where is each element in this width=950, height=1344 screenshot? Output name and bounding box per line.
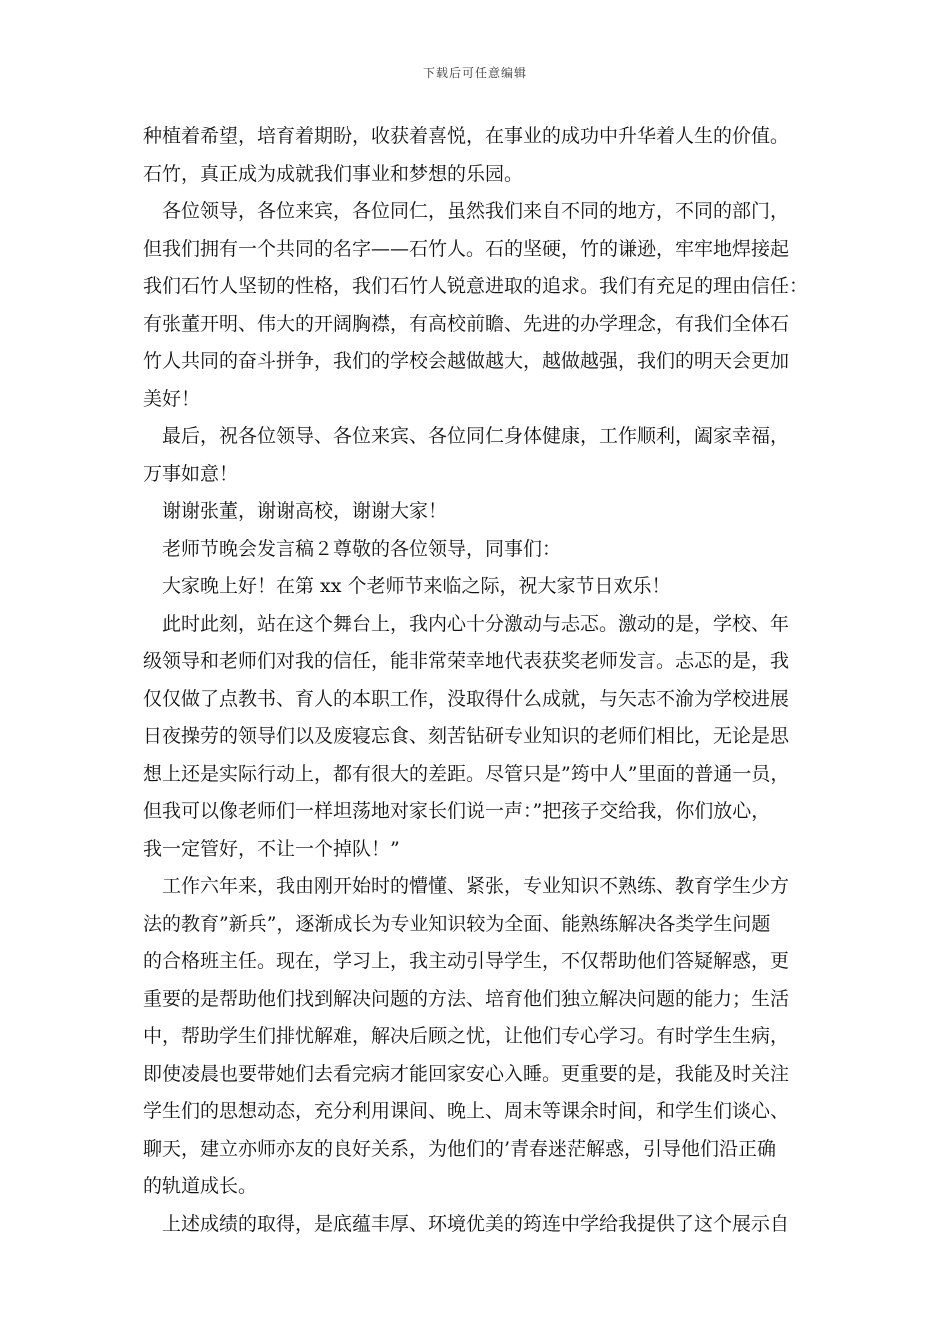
text-line: 级领导和老师们对我的信任，能非常荣幸地代表获奖老师发言。忐忑的是，我 xyxy=(143,650,790,672)
page-header: 下载后可任意编辑 xyxy=(422,66,527,80)
text-line: 我们石竹人坚韧的性格，我们石竹人锐意进取的追求。我们有充足的理由信任： xyxy=(143,275,809,297)
text-line: 学生们的思想动态，充分利用课间、晚上、周末等课余时间，和学生们谈心、 xyxy=(143,1100,790,1122)
text-line: 的轨道成长。 xyxy=(143,1175,258,1197)
text-line: 最后，祝各位领导、各位来宾、各位同仁身体健康，工作顺利，阖家幸福， xyxy=(162,425,790,447)
text-line: 石竹，真正成为成就我们事业和梦想的乐园。 xyxy=(143,162,524,185)
text-line: 重要的是帮助他们找到解决问题的方法、培育他们独立解决问题的能力；生活 xyxy=(143,987,790,1010)
text-line: 大家晚上好！在第 xx 个老师节来临之际，祝大家节日欢乐！ xyxy=(162,575,671,597)
text-line: 美好！ xyxy=(143,387,201,410)
text-line: 想上还是实际行动上，都有很大的差距。尽管只是”筠中人”里面的普通一员， xyxy=(143,762,790,785)
text-line: 的合格班主任。现在，学习上，我主动引导学生，不仅帮助他们答疑解惑，更 xyxy=(143,950,790,972)
text-line: 但我们拥有一个共同的名字——石竹人。石的坚硬，竹的谦逊，牢牢地焊接起 xyxy=(143,237,790,260)
text-line: 上述成绩的取得，是底蕴丰厚、环境优美的筠连中学给我提供了这个展示自 xyxy=(162,1212,790,1235)
text-line: 有张董开明、伟大的开阔胸襟，有高校前瞻、先进的办学理念，有我们全体石 xyxy=(143,312,790,335)
text-line: 谢谢张董，谢谢高校，谢谢大家！ xyxy=(162,500,448,522)
text-line: 法的教育”新兵”，逐渐成长为专业知识较为全面、能熟练解决各类学生问题 xyxy=(143,912,771,935)
text-line: 日夜操劳的领导们以及废寝忘食、刻苦钻研专业知识的老师们相比，无论是思 xyxy=(143,725,790,747)
text-line: 我一定管好，不让一个掉队！” xyxy=(143,837,400,860)
document-body xyxy=(143,118,811,1243)
text-line: 仅仅做了点教书、育人的本职工作，没取得什么成就，与矢志不渝为学校进展 xyxy=(143,687,790,710)
text-line: 中，帮助学生们排忧解难，解决后顾之忧，让他们专心学习。有时学生生病， xyxy=(143,1025,790,1047)
text-line: 聊天，建立亦师亦友的良好关系，为他们的’青春迷茫解惑，引导他们沿正确 xyxy=(143,1137,777,1160)
text-line: 工作六年来，我由刚开始时的懵懂、紧张，专业知识不熟练、教育学生少方 xyxy=(162,875,790,897)
text-line: 万事如意！ xyxy=(143,462,239,485)
text-line: 各位领导，各位来宾，各位同仁，虽然我们来自不同的地方，不同的部门， xyxy=(162,200,790,222)
text-line: 种植着希望，培育着期盼，收获着喜悦，在事业的成功中升华着人生的价值。 xyxy=(143,125,790,147)
text-line: 竹人共同的奋斗拼争，我们的学校会越做越大，越做越强，我们的明天会更加 xyxy=(143,350,790,372)
text-line: 此时此刻，站在这个舞台上，我内心十分激动与忐忑。激动的是，学校、年 xyxy=(162,612,790,635)
text-line: 但我可以像老师们一样坦荡地对家长们说一声：”把孩子交给我，你们放心， xyxy=(143,800,771,822)
text-line: 老师节晚会发言稿２尊敬的各位领导，同事们： xyxy=(162,537,562,560)
text-line: 即使凌晨也要带她们去看完病才能回家安心入睡。更重要的是，我能及时关注 xyxy=(143,1062,790,1085)
